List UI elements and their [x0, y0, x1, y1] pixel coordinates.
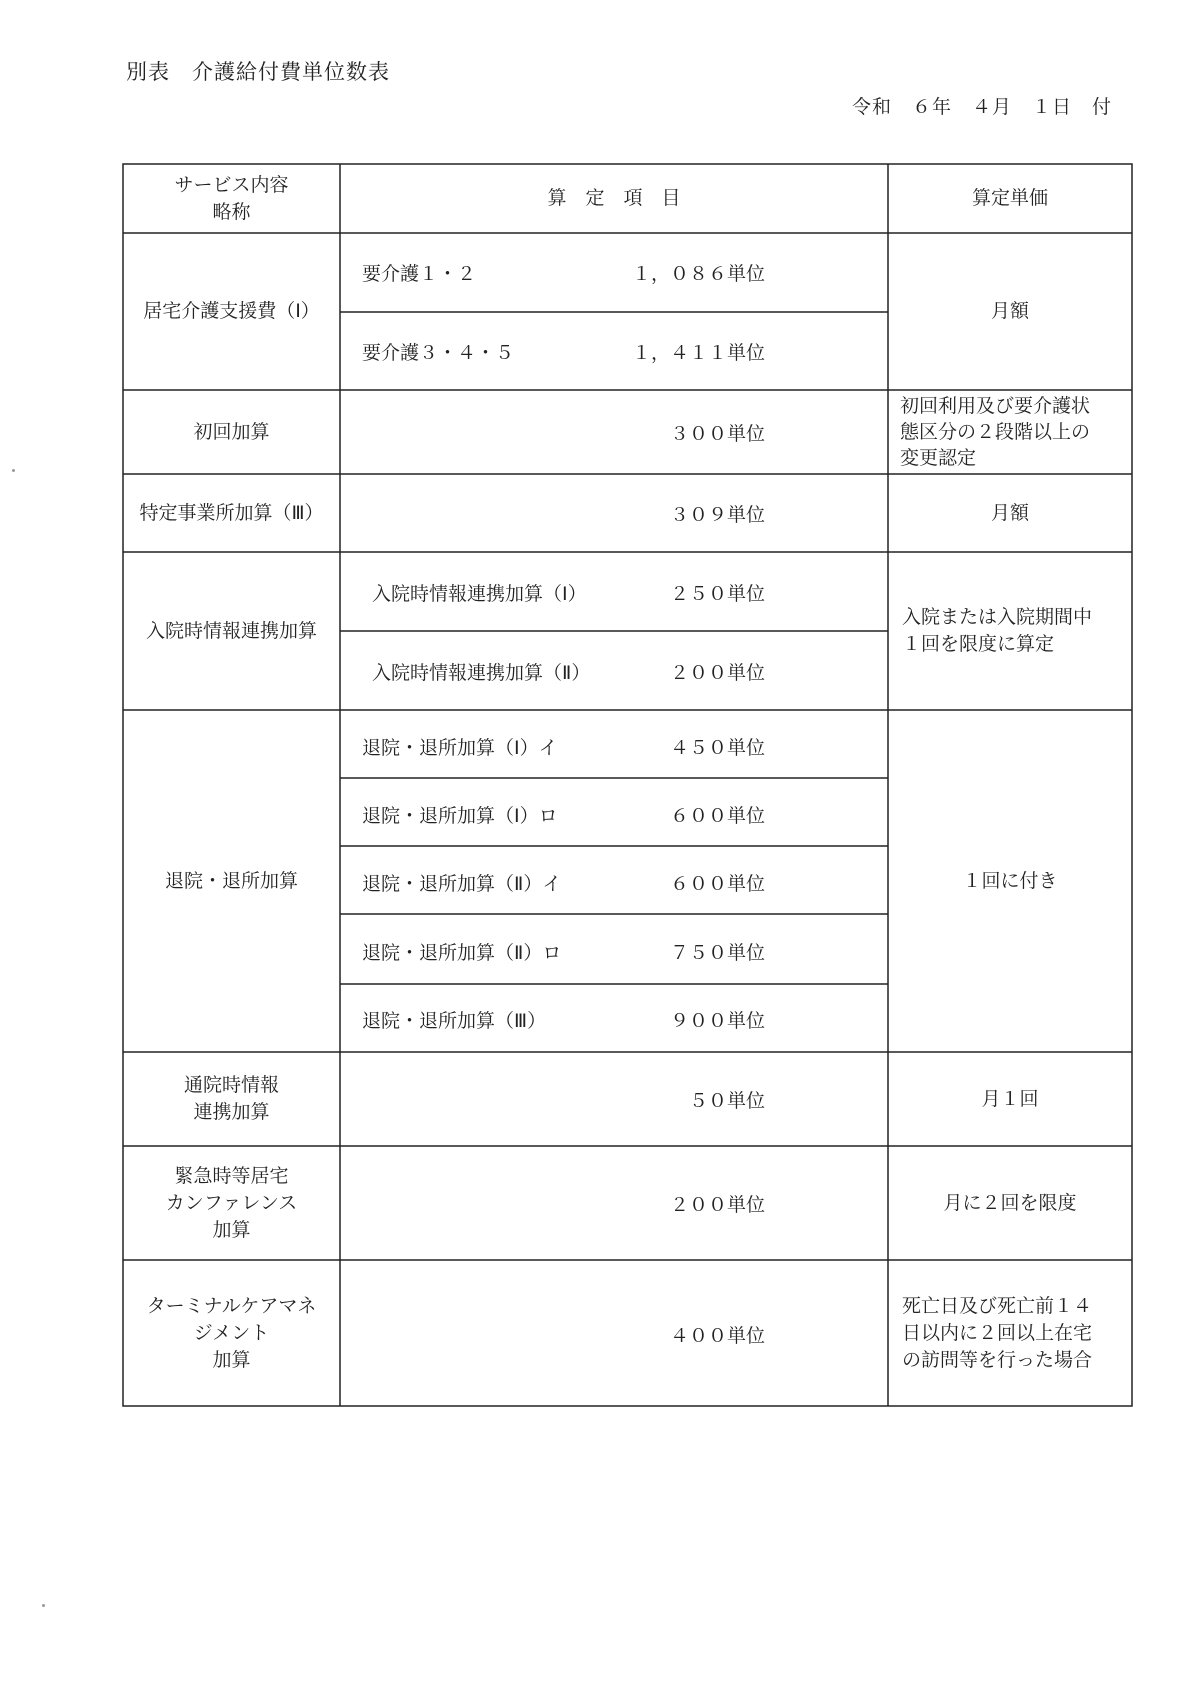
row-price-text: １回に付き	[962, 869, 1058, 892]
item-value: ６００単位	[669, 805, 765, 827]
item-value: ９００単位	[669, 1010, 765, 1032]
row-price	[902, 1260, 1130, 1406]
item-value: １，０８６単位	[631, 263, 765, 285]
row-name-line: 加算	[212, 1348, 251, 1371]
row-name	[123, 1260, 340, 1406]
document-title: 別表 介護給付費単位数表	[126, 60, 390, 84]
header-service	[123, 164, 340, 233]
row-value: ３０９単位	[669, 504, 765, 526]
row-name-text: 居宅介護支援費（Ⅰ）	[143, 300, 320, 322]
row-value: ５０単位	[688, 1090, 765, 1112]
row-name	[123, 233, 340, 390]
header-unit-price-label: 算定単価	[971, 187, 1048, 209]
row-price-line: 死亡日及び死亡前１４	[902, 1294, 1093, 1317]
item-label: 要介護１・２	[362, 263, 477, 285]
row-name-line: 加算	[212, 1218, 251, 1241]
row-name	[123, 1146, 340, 1260]
item-label: 退院・退所加算（Ⅰ）ロ	[362, 805, 558, 827]
row-value: ４００単位	[669, 1325, 765, 1347]
row-name	[123, 390, 340, 474]
item-label: 退院・退所加算（Ⅱ）イ	[362, 873, 562, 895]
row-value: ２００単位	[669, 1194, 765, 1216]
item-value: １，４１１単位	[631, 342, 765, 364]
item-label: 退院・退所加算（Ⅰ）イ	[362, 737, 558, 759]
row-name-text: 特定事業所加算（Ⅲ）	[139, 501, 324, 524]
row-price-line: 変更認定	[900, 447, 977, 469]
row-price-line: １回を限度に算定	[902, 633, 1055, 655]
row-name	[123, 1052, 340, 1146]
row-name-line: 連携加算	[193, 1101, 270, 1123]
row-name-text: 入院時情報連携加算	[145, 619, 317, 642]
item-value: ７５０単位	[669, 942, 765, 964]
item-value: ６００単位	[669, 873, 765, 895]
item-label: 要介護３・４・５	[362, 342, 515, 364]
row-price	[888, 1146, 1132, 1260]
row-name	[123, 474, 340, 552]
row-name	[123, 552, 340, 710]
row-value: ３００単位	[669, 423, 765, 445]
item-label: 入院時情報連携加算（Ⅱ）	[372, 662, 591, 684]
row-name	[123, 710, 340, 1052]
row-price-text: 月額	[990, 300, 1029, 322]
row-price-line: 日以内に２回以上在宅	[902, 1321, 1093, 1344]
row-price	[888, 710, 1132, 1052]
row-price	[888, 474, 1132, 552]
row-price-line: 入院または入院期間中	[902, 606, 1093, 628]
row-name-line: カンファレンス	[165, 1191, 298, 1214]
row-price-text: 月額	[990, 501, 1029, 524]
row-price	[902, 552, 1130, 710]
row-name-text: 初回加算	[193, 420, 270, 443]
item-value: ２００単位	[669, 662, 765, 684]
row-name-line: 緊急時等居宅	[174, 1164, 289, 1187]
row-name-text: 退院・退所加算	[164, 869, 298, 892]
row-price	[900, 390, 1130, 474]
header-unit-price	[888, 164, 1132, 233]
item-label: 退院・退所加算（Ⅲ）	[362, 1010, 547, 1032]
row-name-line: 通院時情報	[183, 1074, 279, 1096]
item-value: ２５０単位	[669, 583, 765, 605]
header-service-line1: サービス内容	[174, 173, 289, 196]
scan-speck	[42, 1604, 45, 1607]
item-label: 入院時情報連携加算（Ⅰ）	[372, 583, 587, 605]
header-items	[340, 164, 888, 233]
item-label: 退院・退所加算（Ⅱ）ロ	[362, 942, 562, 964]
row-price-line: 初回利用及び要介護状	[900, 395, 1091, 417]
row-name-line: ターミナルケアマネ	[146, 1294, 317, 1317]
row-price	[888, 1052, 1132, 1146]
row-price-line: 態区分の２段階以上の	[900, 421, 1091, 443]
document-date: 令和 ６年 ４月 １日 付	[851, 96, 1112, 118]
header-items-label: 算 定 項 目	[547, 187, 681, 209]
item-value: ４５０単位	[669, 737, 765, 759]
row-price-line: の訪問等を行った場合	[902, 1348, 1093, 1371]
row-price	[888, 233, 1132, 390]
scan-speck	[12, 469, 15, 472]
row-price-text: 月に２回を限度	[943, 1191, 1077, 1214]
row-price-text: 月１回	[981, 1087, 1039, 1110]
header-service-line2: 略称	[212, 200, 251, 223]
row-name-line: ジメント	[193, 1321, 270, 1344]
